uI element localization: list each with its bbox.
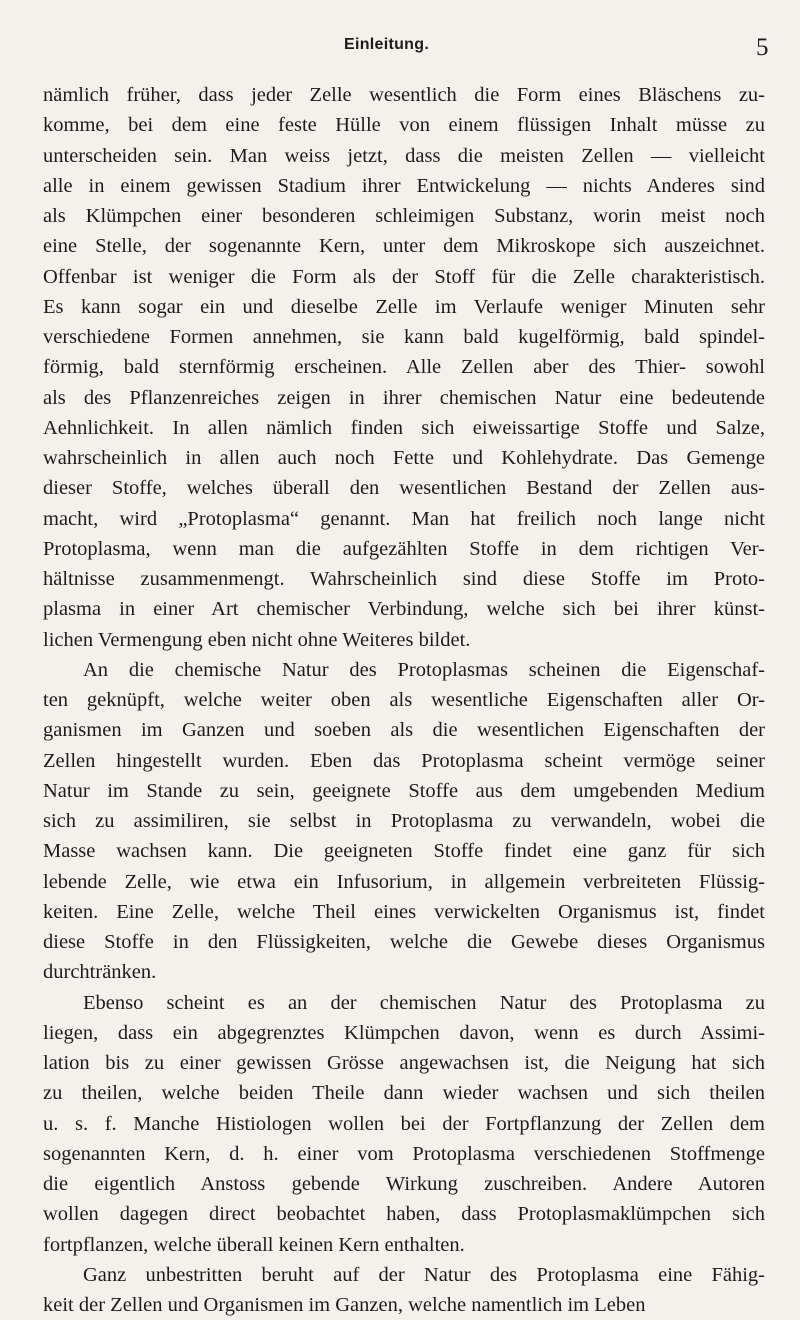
text-line: sich zu assimiliren, sie selbst in Protoplasma zu verwandeln, wobei die bbox=[43, 810, 765, 832]
text-line: u. s. f. Manche Histiologen wollen bei der Fortpflanzung der Zellen dem bbox=[43, 1112, 765, 1135]
page-number: 5 bbox=[756, 34, 769, 61]
text-line: Ganz unbestritten beruht auf der Natur des Protoplasma eine Fähig- bbox=[83, 1263, 765, 1286]
text-line: sogenannten Kern, d. h. einer vom Protoplasma verschiedenen Stoffmenge bbox=[43, 1142, 765, 1165]
body-text bbox=[43, 80, 765, 1320]
text-line: die eigentlich Anstoss gebende Wirkung zuschreiben. Andere Autoren bbox=[43, 1173, 765, 1195]
text-line: keit der Zellen und Organismen im Ganzen, welche namentlich im Leben bbox=[43, 1294, 646, 1316]
text-line: Es kann sogar ein und dieselbe Zelle im Verlaufe weniger Minuten sehr bbox=[43, 295, 765, 318]
text-line: fortpflanzen, welche überall keinen Kern enthalten. bbox=[43, 1233, 465, 1256]
text-line: als des Pflanzenreiches zeigen in ihrer chemischen Natur eine bedeutende bbox=[43, 386, 765, 409]
text-line: Protoplasma, wenn man die aufgezählten Stoffe in dem richtigen Ver- bbox=[43, 537, 765, 560]
text-line: Aehnlichkeit. In allen nämlich finden sich eiweissartige Stoffe und Salze, bbox=[43, 416, 765, 439]
text-line: Masse wachsen kann. Die geeigneten Stoffe findet eine ganz für sich bbox=[43, 840, 765, 863]
text-line: An die chemische Natur des Protoplasmas scheinen die Eigenschaf- bbox=[83, 658, 765, 681]
text-line: als Klümpchen einer besonderen schleimigen Substanz, worin meist noch bbox=[43, 205, 765, 227]
text-line: plasma in einer Art chemischer Verbindung, welche sich bei ihrer künst- bbox=[43, 598, 765, 621]
text-line: liegen, dass ein abgegrenztes Klümpchen davon, wenn es durch Assimi- bbox=[43, 1021, 765, 1044]
text-line: förmig, bald sternförmig erscheinen. Alle Zellen aber des Thier- sowohl bbox=[43, 356, 765, 379]
running-head bbox=[0, 34, 800, 62]
text-line: macht, wird „Protoplasma“ genannt. Man hat freilich noch lange nicht bbox=[43, 507, 765, 530]
text-line: lation bis zu einer gewissen Grösse angewachsen ist, die Neigung hat sich bbox=[43, 1052, 765, 1074]
text-line: unterscheiden sein. Man weiss jetzt, dass die meisten Zellen — vielleicht bbox=[43, 144, 765, 167]
text-line: diese Stoffe in den Flüssigkeiten, welche die Gewebe dieses Organismus bbox=[43, 931, 765, 953]
text-line: wollen dagegen direct beobachtet haben, dass Protoplasmaklümpchen sich bbox=[43, 1203, 765, 1226]
text-line: wahrscheinlich in allen auch noch Fette und Kohlehydrate. Das Gemenge bbox=[43, 447, 765, 469]
text-line: alle in einem gewissen Stadium ihrer Entwickelung — nichts Anderes sind bbox=[43, 174, 765, 197]
text-line: verschiedene Formen annehmen, sie kann bald kugelförmig, bald spindel- bbox=[43, 326, 765, 348]
text-line: Zellen hingestellt wurden. Eben das Protoplasma scheint vermöge seiner bbox=[43, 749, 765, 772]
text-line: durchtränken. bbox=[43, 961, 157, 984]
text-line: eine Stelle, der sogenannte Kern, unter dem Mikroskope sich auszeichnet. bbox=[43, 235, 765, 258]
chapter-title: Einleitung. bbox=[344, 36, 430, 53]
text-line: nämlich früher, dass jeder Zelle wesentlich die Form eines Bläschens zu- bbox=[43, 84, 765, 106]
text-line: Ebenso scheint es an der chemischen Natur des Protoplasma zu bbox=[83, 991, 765, 1014]
text-line: keiten. Eine Zelle, welche Theil eines verwickelten Organismus ist, findet bbox=[43, 900, 765, 923]
text-line: hältnisse zusammenmengt. Wahrscheinlich sind diese Stoffe im Proto- bbox=[43, 568, 765, 590]
text-line: ganismen im Ganzen und soeben als die wesentlichen Eigenschaften der bbox=[43, 719, 765, 742]
text-line: lichen Vermengung eben nicht ohne Weiteres bildet. bbox=[43, 628, 471, 651]
text-line: Offenbar ist weniger die Form als der Stoff für die Zelle charakteristisch. bbox=[43, 265, 765, 288]
text-line: ten geknüpft, welche weiter oben als wesentliche Eigenschaften aller Or- bbox=[43, 689, 765, 711]
text-line: zu theilen, welche beiden Theile dann wieder wachsen und sich theilen bbox=[43, 1082, 765, 1105]
text-line: Natur im Stande zu sein, geeignete Stoffe aus dem umgebenden Medium bbox=[43, 779, 765, 802]
text-line: dieser Stoffe, welches überall den wesentlichen Bestand der Zellen aus- bbox=[43, 477, 765, 500]
text-line: komme, bei dem eine feste Hülle von einem flüssigen Inhalt müsse zu bbox=[43, 114, 765, 137]
text-line: lebende Zelle, wie etwa ein Infusorium, in allgemein verbreiteten Flüssig- bbox=[43, 870, 765, 893]
